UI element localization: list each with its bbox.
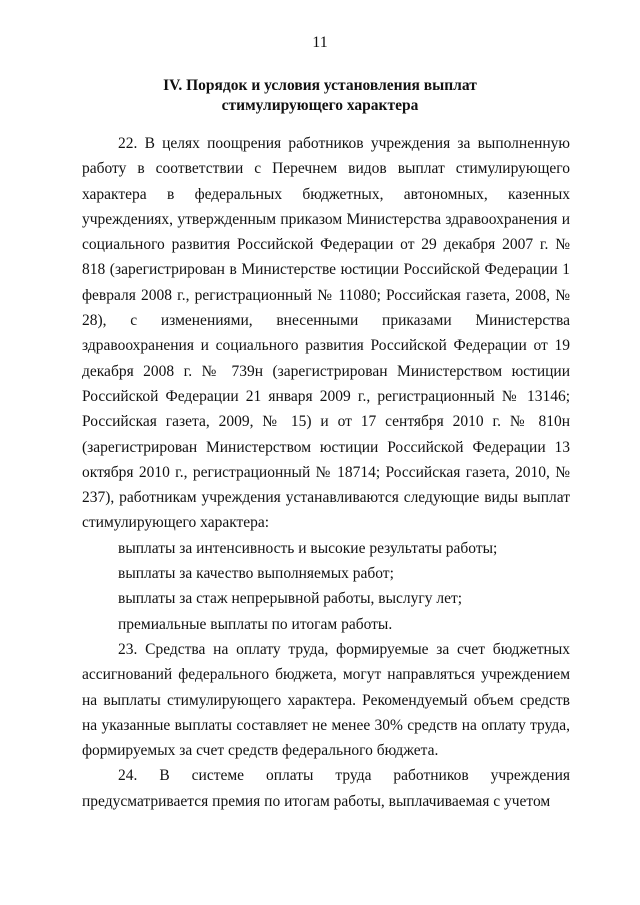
list-item: выплаты за качество выполняемых работ; [118, 565, 394, 583]
section-title-line-2: стимулирующего характера [221, 97, 419, 114]
section-title-line-1: IV. Порядок и условия установления выплат [163, 77, 477, 94]
section-title [70, 76, 570, 116]
list-item: выплаты за интенсивность и высокие результаты работы; [118, 539, 498, 557]
paragraph-22: 22. В целях поощрения работников учреждения за выполненную работу в соответствии с Перечнем видов выплат стимулирующего характера в федеральных бюджетных, автономных, казенных учреждениях, утвержденным приказом Министерства здравоохранения и социального развития Российской Федерации от 29 декабря 2007 г. № 818 (зарегистрирован в Министерстве юстиции Российской Федерации 1 февраля 2008 г., регистрационный № 11080; Российская газета, 2008, № 28), с изменениями, внесенными приказами Министерства здравоохранения и социального развития Российской Федерации от 19 декабря 2008 г. № 739н (зарегистрирован Министерством юстиции Российской Федерации 21 января 2009 г., регистрационный № 13146; Российская газета, 2009, № 15) и от 17 сентября 2010 г. № 810н (зарегистрирован Министерством юстиции Российской Федерации 13 октября 2010 г., регистрационный № 18714; Российская газета, 2010, № 237), работникам учреждения устанавливаются следующие виды выплат стимулирующего характера: [82, 135, 570, 532]
list-item: премиальные выплаты по итогам работы. [118, 615, 393, 633]
document-body [82, 131, 570, 814]
paragraph-23: 23. Средства на оплату труда, формируемые за счет бюджетных ассигнований федерального бюджета, могут направляться учреждением на выплаты стимулирующего характера. Рекомендуемый объем средств на указанные выплаты составляет не менее 30% средств на оплату труда, формируемых за счет средств федерального бюджета. [82, 640, 570, 760]
page-number: 11 [312, 34, 328, 51]
list-item: выплаты за стаж непрерывной работы, выслугу лет; [118, 590, 463, 608]
paragraph-24: 24. В системе оплаты труда работников учреждения предусматривается премия по итогам работы, выплачиваемая с учетом [82, 767, 570, 810]
